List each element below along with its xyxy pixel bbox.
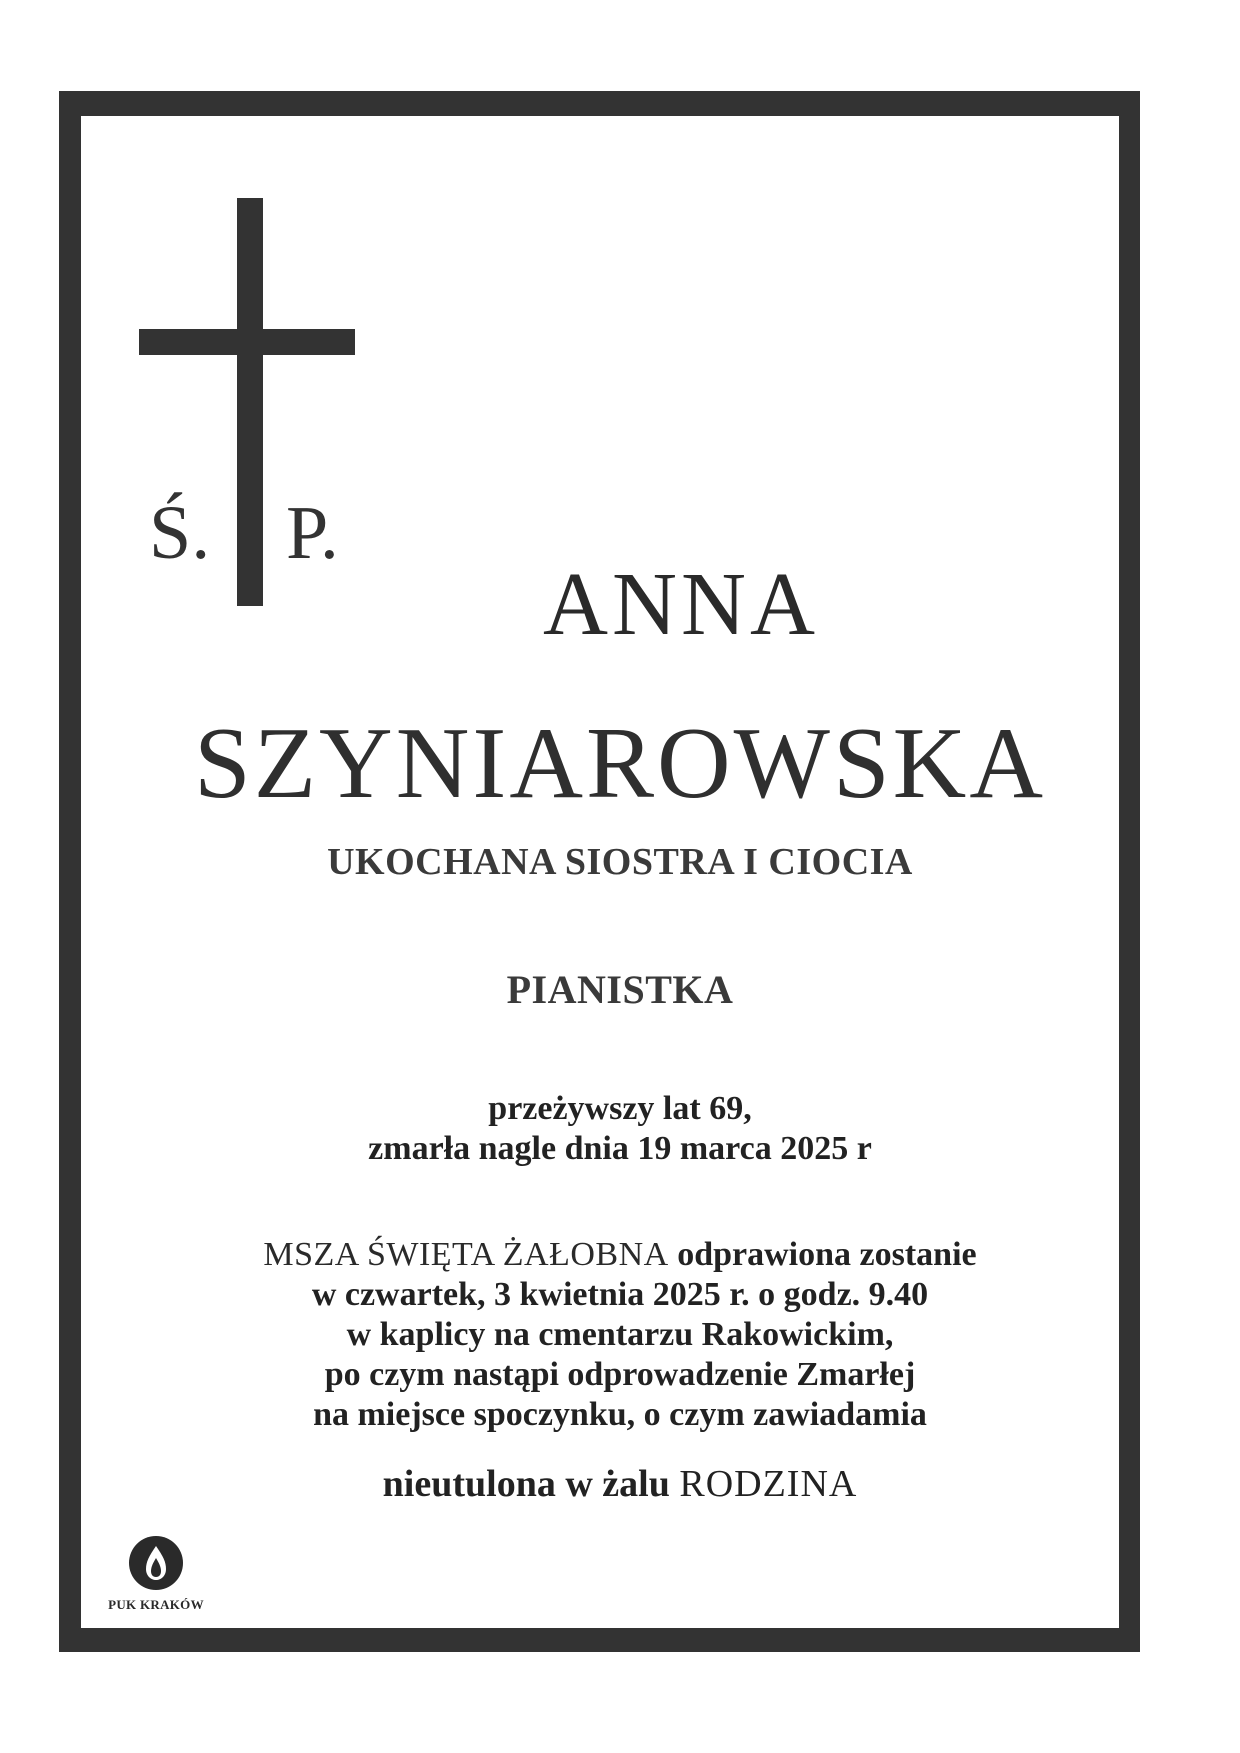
family-name: RODZINA [679, 1463, 858, 1505]
puk-krakow-logo [96, 1534, 216, 1613]
cross-icon-horizontal-bar [139, 329, 355, 355]
age-line: przeżywszy lat 69, [488, 1090, 752, 1127]
death-date-line: zmarła nagle dnia 19 marca 2025 r [368, 1130, 872, 1167]
mass-line-5: na miejsce spoczynku, o czym zawiadamia [313, 1396, 927, 1433]
first-name: ANNA [543, 555, 819, 654]
mass-title-rest: odprawiona zostanie [668, 1236, 977, 1273]
mass-line-1 [0, 1235, 1240, 1275]
prefix-p: P. [286, 491, 339, 575]
cross-icon-vertical-bar [237, 198, 263, 606]
mass-line-3: w kaplicy na cmentarzu Rakowickim, [346, 1316, 894, 1353]
mass-title: MSZA ŚWIĘTA ŻAŁOBNA [263, 1236, 669, 1273]
logo-text: PUK KRAKÓW [108, 1597, 204, 1612]
flame-icon [127, 1534, 185, 1592]
funeral-mass-announcement [0, 1235, 1240, 1435]
family-signature [0, 1462, 1240, 1506]
prefix-s: Ś. [149, 491, 211, 575]
profession: PIANISTKA [506, 967, 734, 1012]
mass-line-4: po czym nastąpi odprowadzenie Zmarłej [324, 1356, 916, 1393]
relation-subtitle: UKOCHANA SIOSTRA I CIOCIA [327, 841, 913, 883]
mass-line-2: w czwartek, 3 kwietnia 2025 r. o godz. 9.40 [311, 1276, 929, 1313]
last-name: SZYNIAROWSKA [194, 707, 1046, 820]
family-text: nieutulona w żalu [382, 1463, 680, 1505]
